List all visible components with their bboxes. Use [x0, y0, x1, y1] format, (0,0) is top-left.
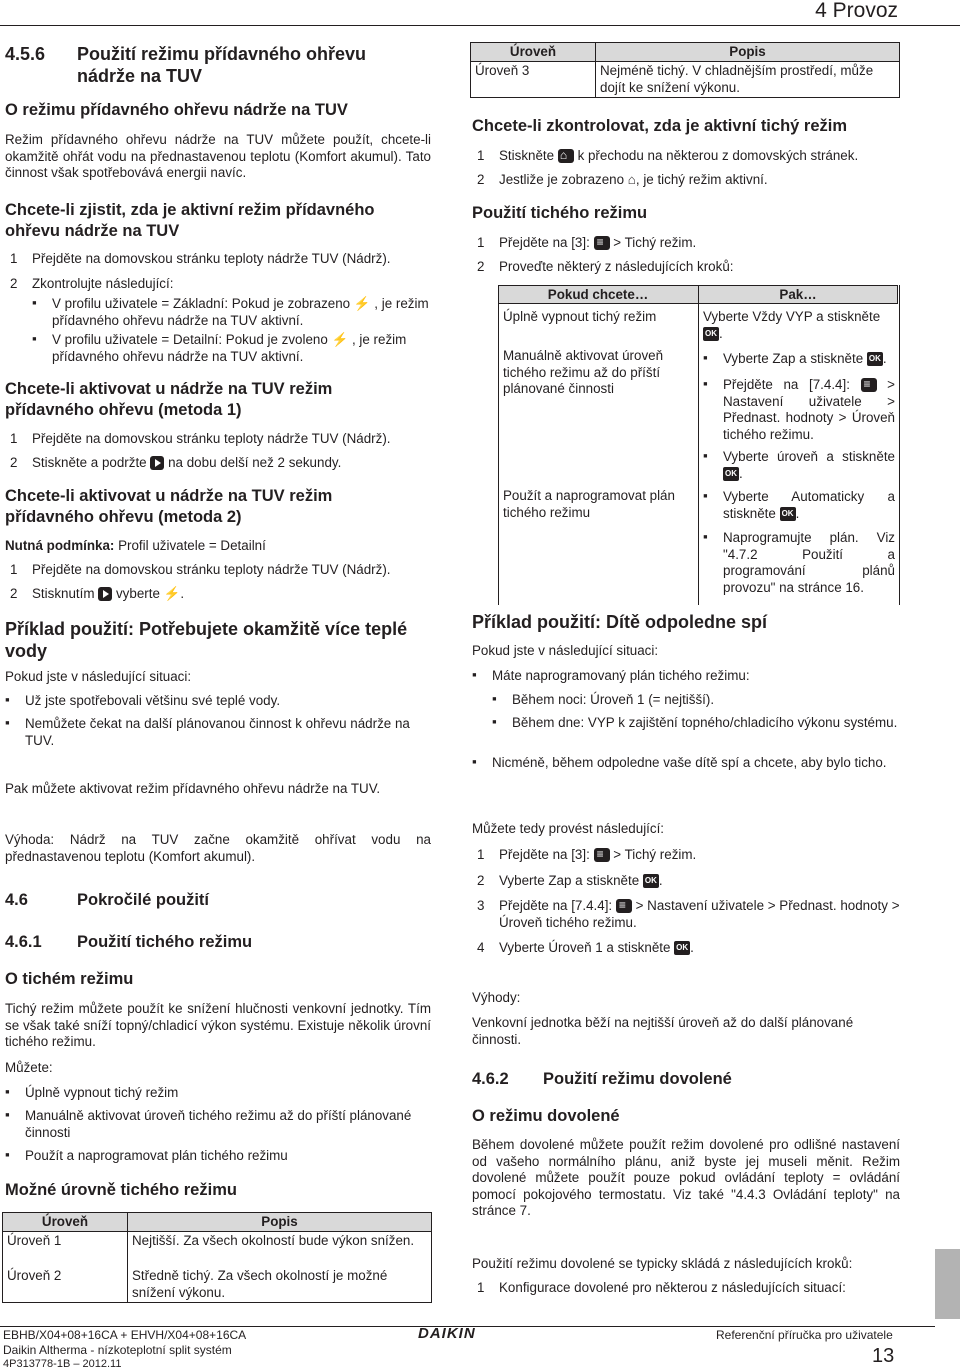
levels-col-level: Úroveň [471, 43, 596, 62]
section-4-6-title: Pokročilé použití [77, 891, 210, 909]
example1-advantage: Výhoda: Nádrž na TUV začne okamžitě ohřívat vodu na přednastavenou teplotu (Komfort akumul). [5, 832, 431, 864]
page-number: 13 [872, 1345, 895, 1367]
table-row: Úroveň 3 Nejméně tichý. V chladnějším prostředí, může dojít ke snížení výkonu. [471, 62, 900, 98]
example2-advantages: Venkovní jednotka běží na nejtišší úroveň až do další plánované činnosti. [472, 1015, 854, 1047]
table-row: Úroveň 1 Nejtišší. Za všech okolností bude výkon snížen. [3, 1232, 432, 1268]
use-row2-if: Manuálně aktivovat úroveň tichého režimu až do příští plánované činnosti [503, 348, 664, 396]
section-4-6-number: 4.6 [5, 891, 28, 909]
method1-heading: Chcete-li aktivovat u nádrže na TUV režim přídavného ohřevu (metoda 1) [5, 380, 333, 419]
levels-table [2, 1212, 432, 1303]
right-arrow-button-icon [98, 587, 112, 601]
use-row1-then: Vyberte Vždy VYP a stiskněte OK . [703, 309, 881, 341]
section-4-6-1-number: 4.6.1 [5, 933, 42, 951]
section-4-5-6-title: Použití režimu přídavného ohřevu nádrže na TUV [77, 44, 367, 86]
menu-button-icon [594, 848, 610, 862]
ok-button-icon: OK [780, 507, 796, 521]
levels-table-continued [470, 42, 900, 98]
ok-button-icon: OK [867, 352, 883, 366]
quiet-text: Tichý režim můžete použít ke snížení hlučnosti venkovní jednotky. Tím se však také sníží topný/chladicí výkon systému. Existuje několik úrovní tichého režimu. [5, 1001, 431, 1049]
section-4-6-2-number: 4.6.2 [472, 1070, 509, 1088]
daikin-logo: DAIKIN [418, 1325, 476, 1342]
header-rule [0, 25, 960, 26]
example1-intro: Pokud jste v následující situaci: [5, 669, 192, 684]
example1-then: Pak můžete aktivovat režim přídavného ohřevu nádrže na TUV. [5, 781, 381, 796]
footer-doc-number: 4P313778-1B – 2012.11 [3, 1358, 122, 1370]
footer-guide-title: Referenční příručka pro uživatele [716, 1328, 893, 1342]
section-4-6-1-title: Použití tichého režimu [77, 933, 253, 951]
section-4-6-2-title: Použití režimu dovolené [543, 1070, 732, 1088]
boost-icon: ⚡ [163, 586, 181, 601]
footer-product: Daikin Altherma - nízkoteplotní split systém [3, 1343, 232, 1357]
chapter-title: 4 Provoz [815, 0, 898, 22]
use-quiet-heading: Použití tichého režimu [472, 204, 648, 222]
menu-button-icon [594, 236, 610, 250]
example1-heading: Příklad použití: Potřebujete okamžitě více teplé vody [5, 619, 408, 661]
ok-button-icon: OK [643, 874, 659, 888]
holiday-text: Během dovolené můžete použít režim dovolené pro odlišné nastavení od vašeho normálního plánu, aniž byste jej museli měnit. Režim dovolené můžete použít pouze pokud ovládání teploty = ovládání pomocí pokojového termostatu. Viz také "4.4.3 Ovládání teploty" na stránce 7. [472, 1137, 900, 1218]
home-button-icon [558, 149, 574, 163]
use-table-divider [698, 285, 699, 605]
levels-heading: Možné úrovně tichého režimu [5, 1181, 237, 1199]
use-row1-if: Úplně vypnout tichý režim [503, 309, 657, 324]
ok-button-icon: OK [703, 327, 719, 341]
example2-then: Můžete tedy provést následující: [472, 821, 665, 836]
page-side-tab [935, 1249, 960, 1319]
table-row: Úroveň 2 Středně tichý. Za všech okolností je možné snížení výkonu. [3, 1267, 432, 1303]
quiet-mode-icon: ⌂ [627, 172, 636, 187]
use-row3-if: Použít a naprogramovat plán tichého režimu [503, 488, 675, 520]
ok-button-icon: OK [674, 941, 690, 955]
example2-advantages-label: Výhody: [472, 990, 521, 1005]
example2-intro: Pokud jste v následující situaci: [472, 643, 659, 658]
example2-heading: Příklad použití: Dítě odpoledne spí [472, 612, 768, 632]
section-4-5-6-number: 4.5.6 [5, 44, 46, 64]
method2-heading: Chcete-li aktivovat u nádrže na TUV režim přídavného ohřevu (metoda 2) [5, 487, 333, 526]
menu-button-icon [861, 378, 877, 392]
boost-icon: ⚡ [353, 296, 371, 311]
levels-col-desc: Popis [596, 43, 900, 62]
ok-button-icon: OK [723, 467, 739, 481]
holiday-usage: Použití režimu dovolené se typicky skládá z následujících kroků: [472, 1256, 853, 1271]
quiet-check-heading: Chcete-li zkontrolovat, zda je aktivní tichý režim [472, 117, 848, 135]
footer-model: EBHB/X04+08+16CA + EHVH/X04+08+16CA [3, 1328, 247, 1342]
about-text: Režim přídavného ohřevu nádrže na TUV můžete použít, chcete-li okamžitě ohřát vodu na přednastavenou teplotu (Komfort akumul). Tato činnost však spotřebovává energii navíc. [5, 132, 431, 180]
levels-col-level: Úroveň [3, 1213, 128, 1232]
about-heading: O režimu přídavného ohřevu nádrže na TUV [5, 101, 348, 119]
use-col-if: Pokud chcete… [547, 287, 649, 302]
quiet-heading: O tichém režimu [5, 970, 134, 988]
boost-icon: ⚡ [331, 332, 349, 347]
method2-precondition: Nutná podmínka: Profil uživatele = Detailní [5, 538, 266, 553]
levels-col-desc: Popis [128, 1213, 432, 1232]
holiday-heading: O režimu dovolené [472, 1107, 620, 1125]
menu-button-icon [616, 899, 632, 913]
quiet-can: Můžete: [5, 1060, 53, 1075]
check-heading: Chcete-li zjistit, zda je aktivní režim přídavného ohřevu nádrže na TUV [5, 201, 375, 240]
right-arrow-button-icon [150, 456, 164, 470]
use-col-then: Pak… [779, 287, 817, 302]
